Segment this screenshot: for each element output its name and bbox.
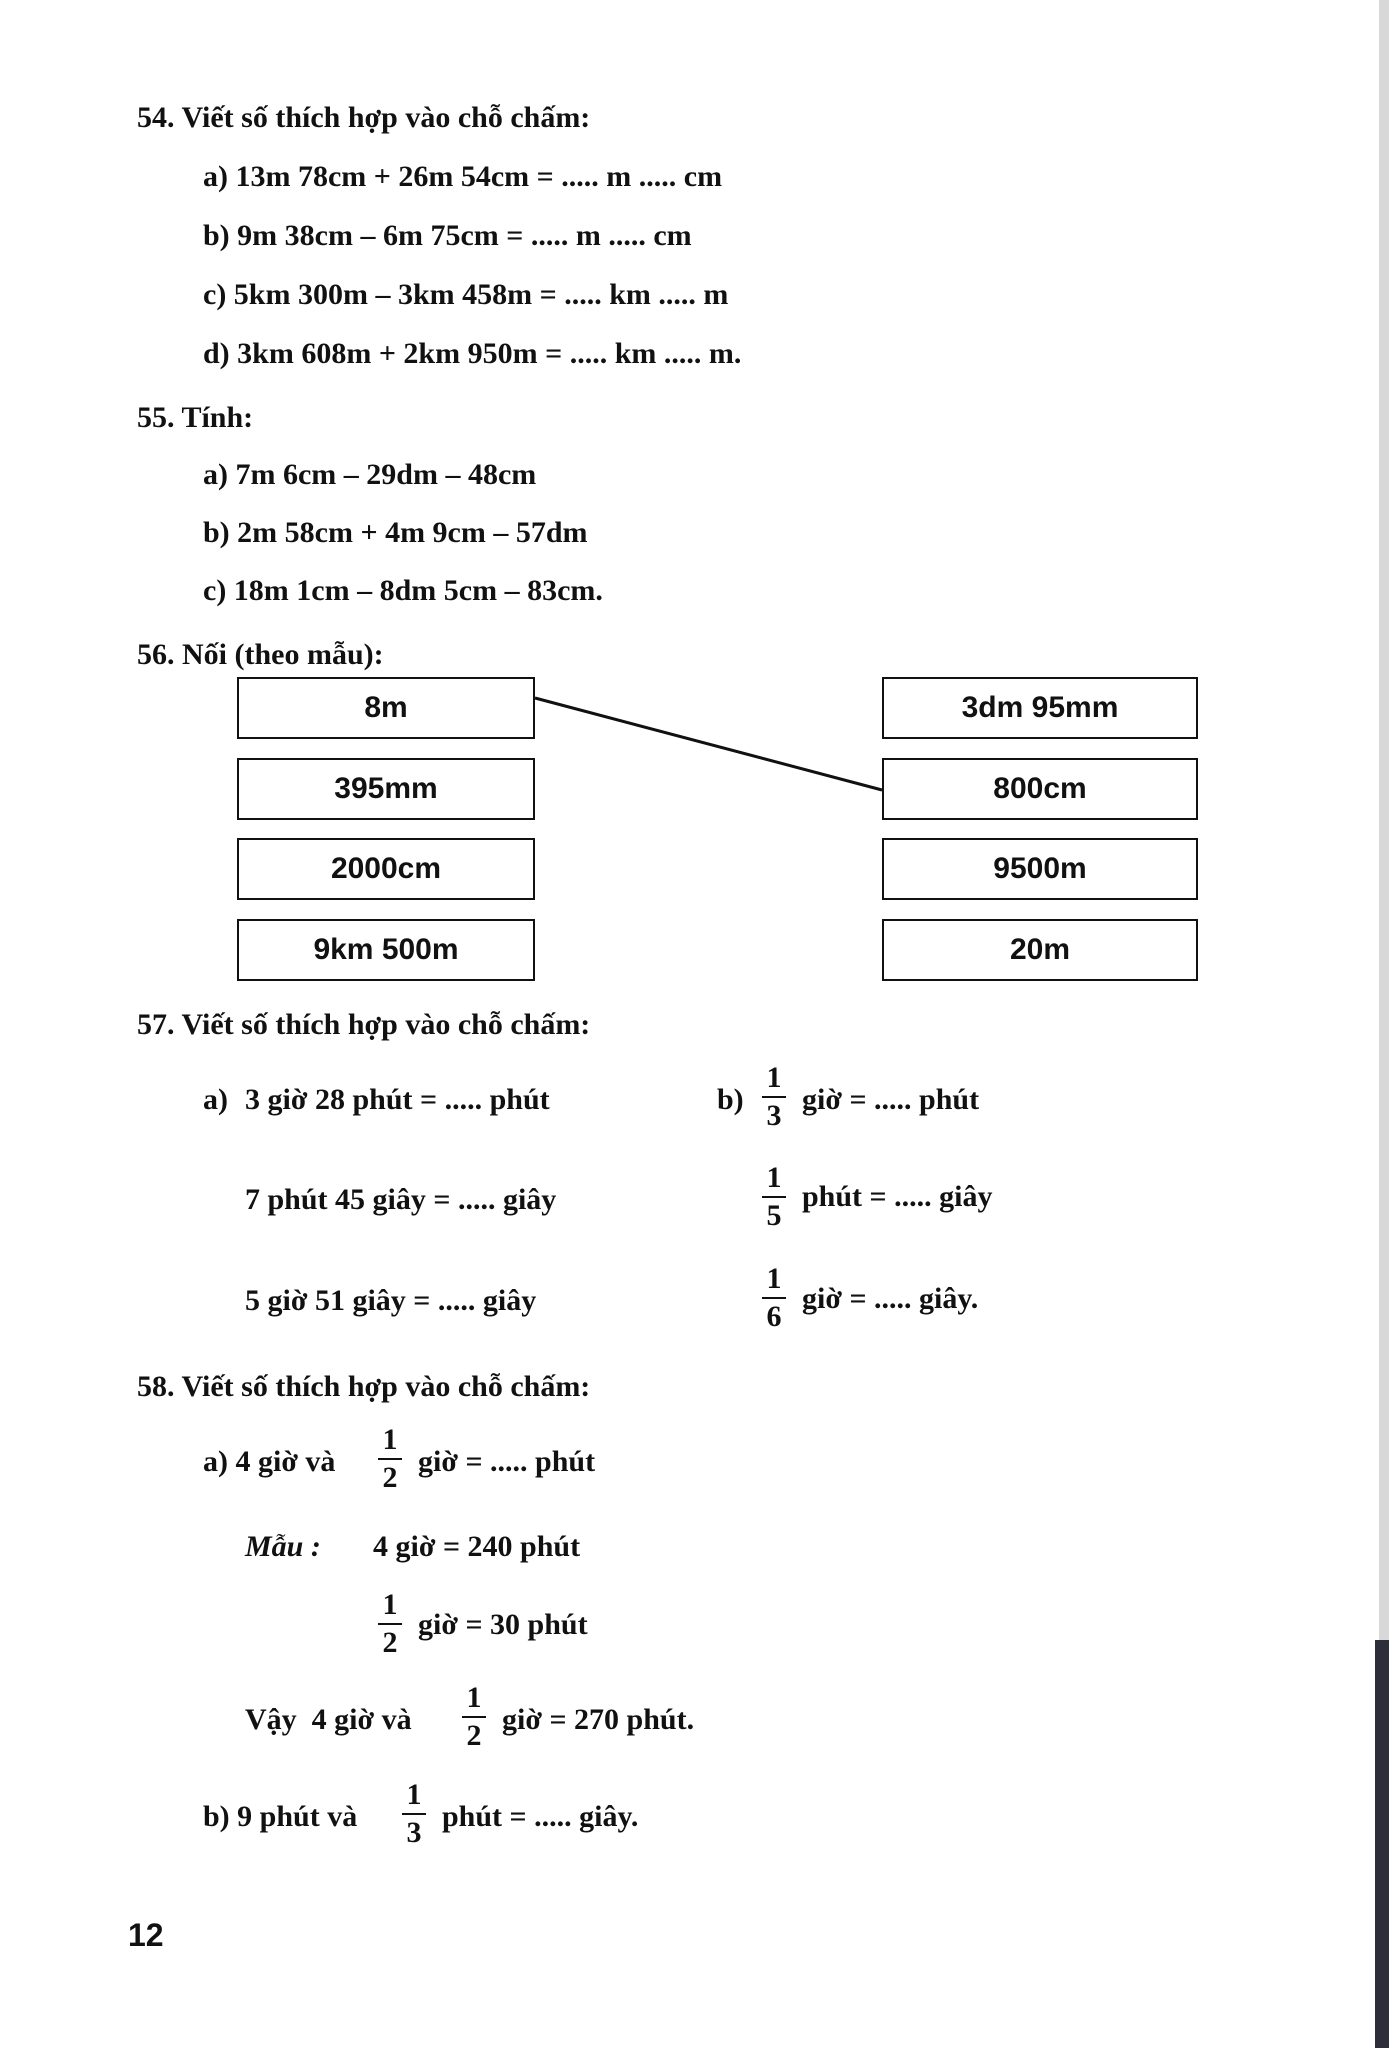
ex58-b-post: phút = ..... giây. <box>442 1800 639 1833</box>
ex58-title: 58. Viết số thích hợp vào chỗ chấm: <box>137 1370 591 1403</box>
ex58-a-post: giờ = ..... phút <box>418 1445 596 1478</box>
page-number: 12 <box>128 1917 164 1953</box>
ex58-a-fraction: 1 2 <box>378 1425 402 1493</box>
ex58-mau-label: Mẫu : <box>245 1530 321 1563</box>
ex55-title: 55. Tính: <box>137 401 254 434</box>
ex58-vay-pre: Vậy 4 giờ và <box>245 1703 412 1736</box>
ex56-left-box-4: 9km 500m <box>237 919 535 981</box>
ex56-right-box-2: 800cm <box>882 758 1198 820</box>
ex57-a1: 3 giờ 28 phút = ..... phút <box>245 1083 550 1116</box>
ex56-right-box-1: 3dm 95mm <box>882 677 1198 739</box>
ex58-vay-fraction: 1 2 <box>462 1683 486 1751</box>
ex58-mau-line-1: 4 giờ = 240 phút <box>373 1530 581 1563</box>
ex58-mau-fraction: 1 2 <box>378 1590 402 1658</box>
ex58-a-pre: a) 4 giờ và <box>203 1445 336 1478</box>
ex57-fraction-1-6: 1 6 <box>762 1264 786 1332</box>
ex57-b3: giờ = ..... giây. <box>802 1282 979 1315</box>
ex57-title: 57. Viết số thích hợp vào chỗ chấm: <box>137 1008 591 1041</box>
ex55-item-c: c) 18m 1cm – 8dm 5cm – 83cm. <box>203 574 603 607</box>
ex58-b-fraction: 1 3 <box>402 1780 426 1848</box>
ex55-item-a: a) 7m 6cm – 29dm – 48cm <box>203 458 537 491</box>
ex54-item-a: a) 13m 78cm + 26m 54cm = ..... m ..... cm <box>203 160 723 193</box>
ex54-item-d: d) 3km 608m + 2km 950m = ..... km ..... m. <box>203 337 742 370</box>
ex57-a3: 5 giờ 51 giây = ..... giây <box>245 1284 537 1317</box>
ex55-item-b: b) 2m 58cm + 4m 9cm – 57dm <box>203 516 588 549</box>
ex58-vay-post: giờ = 270 phút. <box>502 1703 695 1736</box>
ex54-title: 54. Viết số thích hợp vào chỗ chấm: <box>137 101 591 134</box>
ex57-a-label: a) <box>203 1083 228 1116</box>
ex57-b1: giờ = ..... phút <box>802 1083 980 1116</box>
ex56-title: 56. Nối (theo mẫu): <box>137 638 384 671</box>
ex56-left-box-3: 2000cm <box>237 838 535 900</box>
ex57-fraction-1-5: 1 5 <box>762 1163 786 1231</box>
ex57-a2: 7 phút 45 giây = ..... giây <box>245 1183 557 1216</box>
ex58-b-pre: b) 9 phút và <box>203 1800 358 1833</box>
ex57-b2: phút = ..... giây <box>802 1180 993 1213</box>
ex54-item-b: b) 9m 38cm – 6m 75cm = ..... m ..... cm <box>203 219 692 252</box>
ex57-fraction-1-3: 1 3 <box>762 1063 786 1131</box>
ex57-b-label: b) <box>717 1083 744 1116</box>
ex56-left-box-2: 395mm <box>237 758 535 820</box>
ex56-right-box-3: 9500m <box>882 838 1198 900</box>
ex56-right-box-4: 20m <box>882 919 1198 981</box>
ex58-mau-line-2: giờ = 30 phút <box>418 1608 588 1641</box>
ex56-left-box-1: 8m <box>237 677 535 739</box>
ex54-item-c: c) 5km 300m – 3km 458m = ..... km ..... m <box>203 278 729 311</box>
